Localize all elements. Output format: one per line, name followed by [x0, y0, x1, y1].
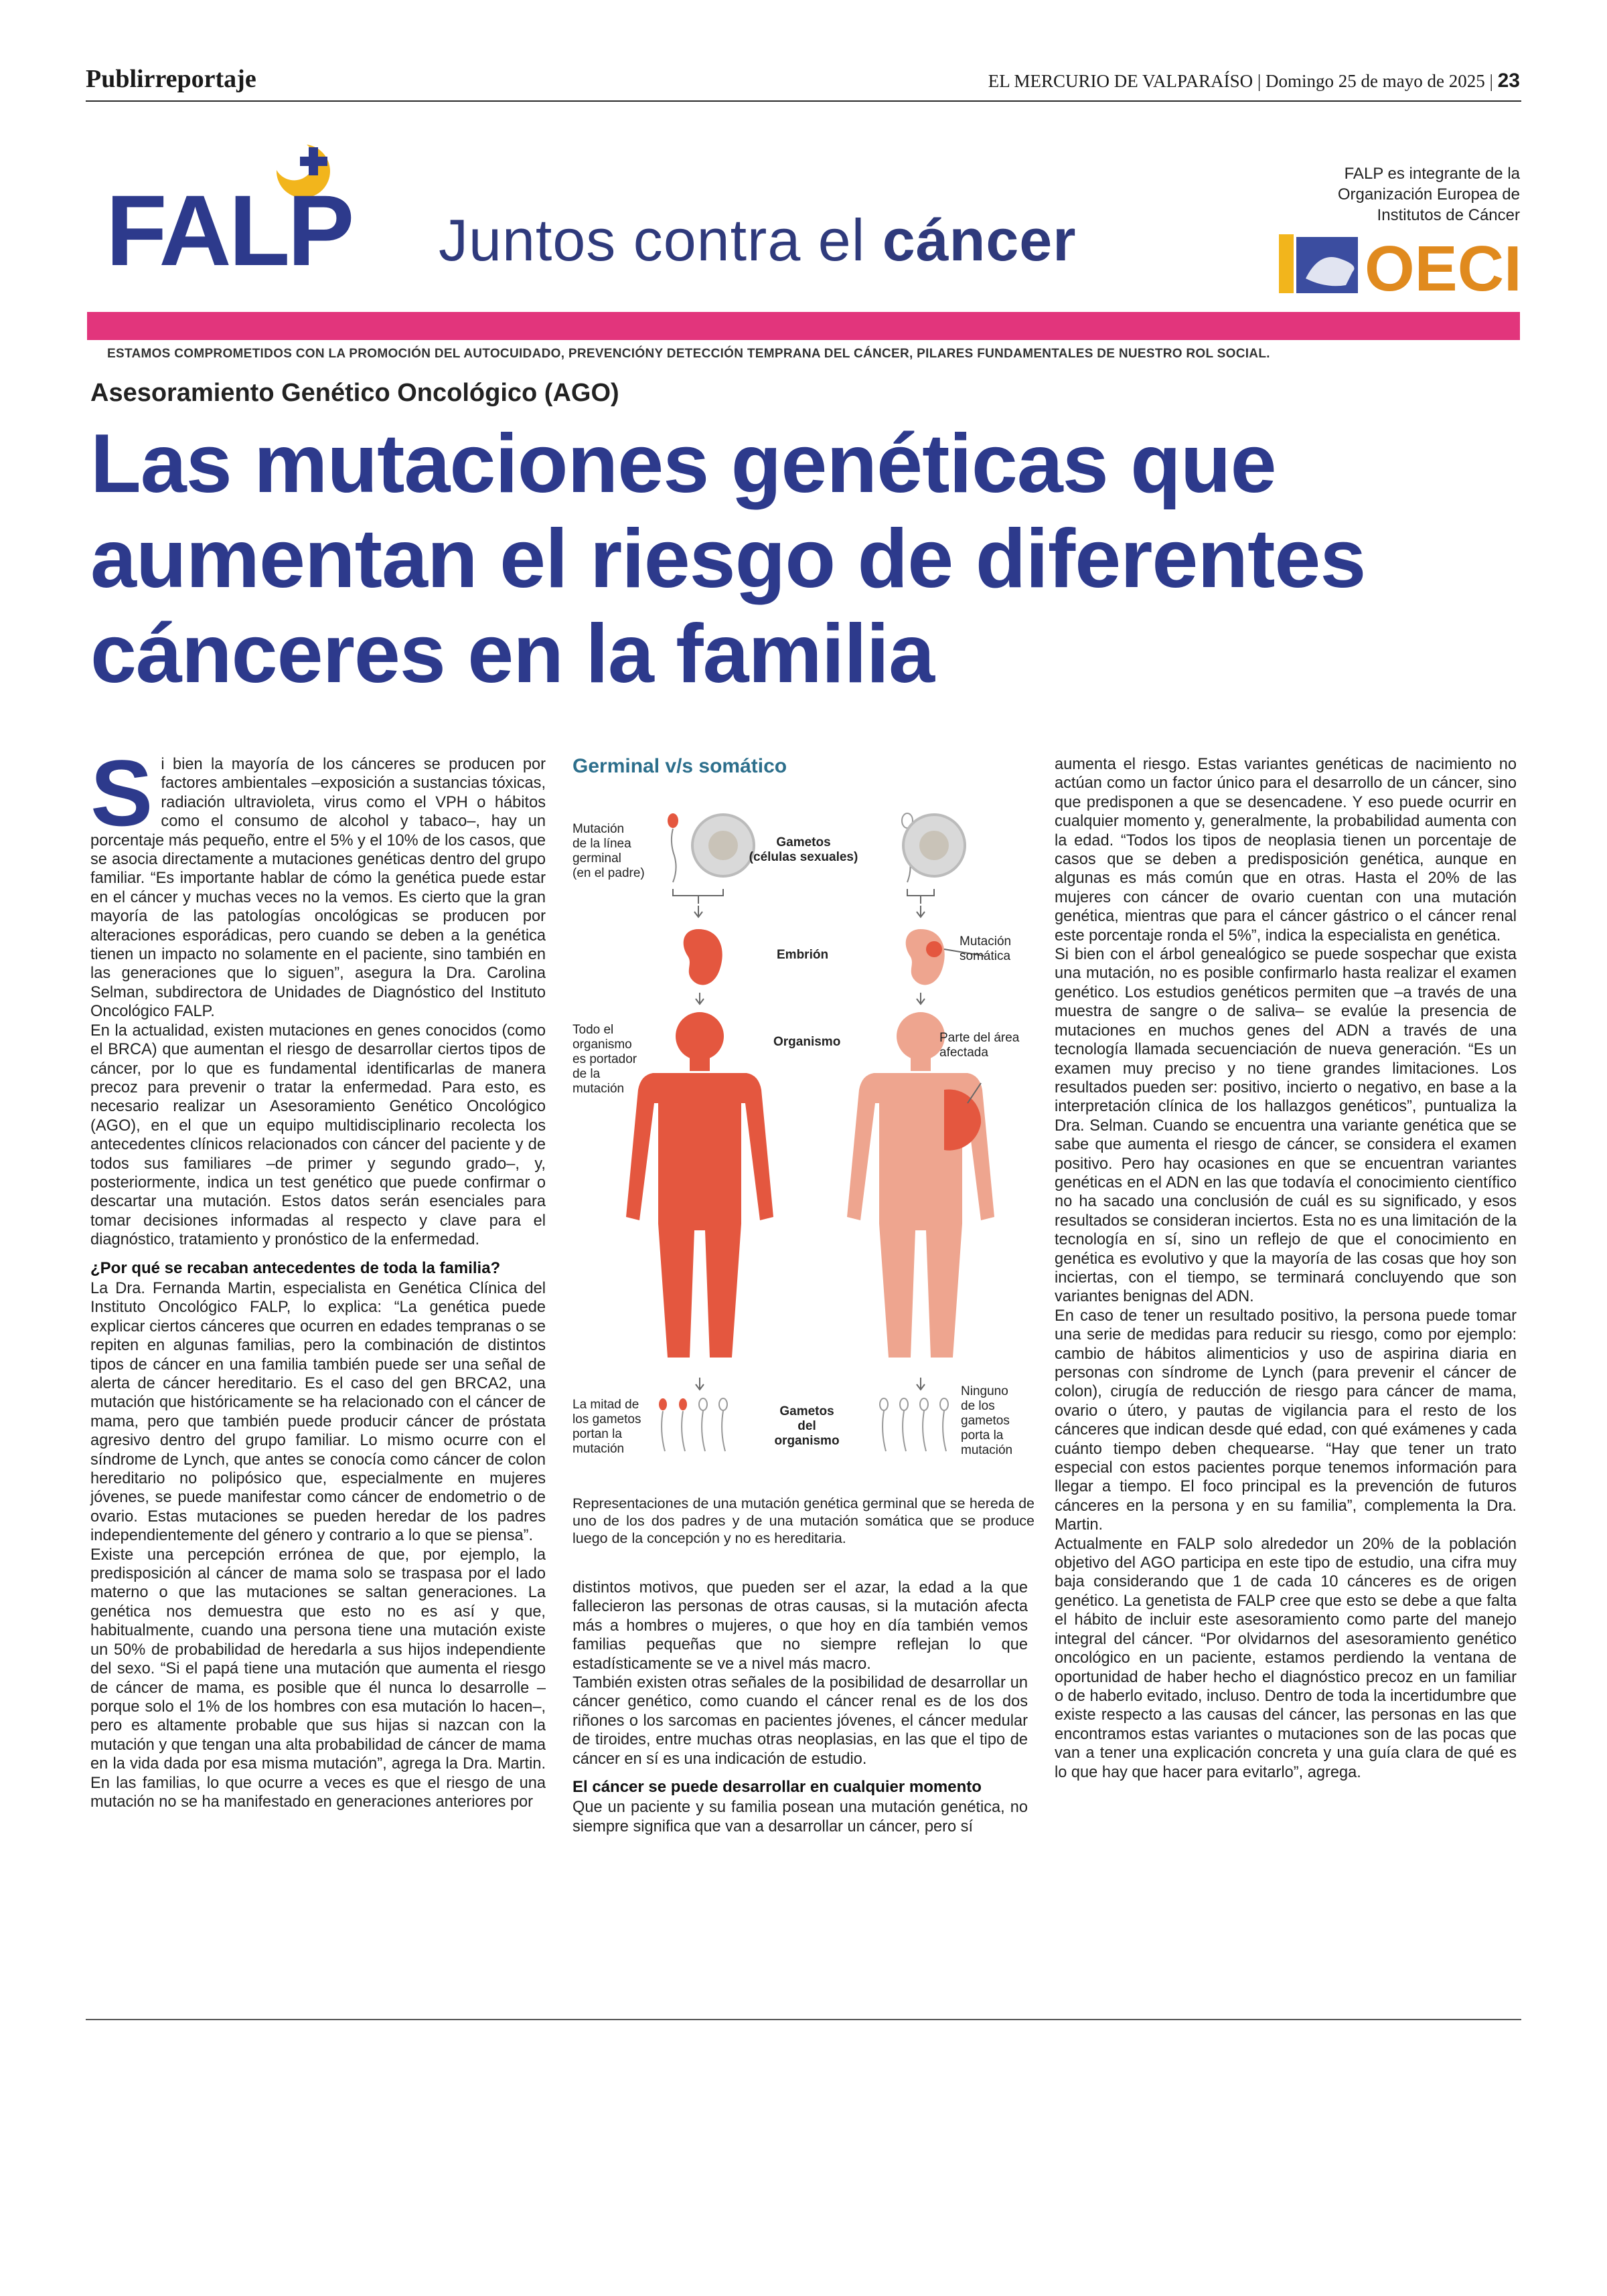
paragraph: distintos motivos, que pueden ser el azar, la edad a la que fallecieron las personas de otras causas, si la mutación afecta más a hombres o mujeres, o que hoy en día también vemos familias pequeñas que no siempre reflejan lo que estadísticamente se ve a nivel más macro.: [572, 1579, 1028, 1673]
oeci-note: FALP es integrante de la Organización Europea de Institutos de Cáncer: [1337, 165, 1520, 224]
paragraph: Actualmente en FALP solo alrededor un 20% de la población objetivo del AGO participa en este tipo de estudio, una cifra muy baja considerando que 1 de cada 10 cánceres es de origen genético. La genetista de FALP cree que esto se debe a que falta el hábito de incluir este asesoramiento como parte del manejo integral del cáncer. “Por olvidarnos del asesoramiento genético oncológico en un paciente, estamos perdiendo la ventana de oportunidad de haber hecho el diagnóstico precoz en un familiar o de haberlo evitado, incluso. Dentro de toda la incertidumbre que existe respecto a las causas del cáncer, las personas en las que encontramos estas variantes o mutaciones son de las pocas que van a tener una explicación concreta y una guía clara de qué es lo que hay que hacer para evitarlo”, agrega.: [1055, 1535, 1517, 1781]
embryo-left-icon: [684, 929, 722, 985]
falp-logo-mark: [106, 138, 414, 285]
page-number: 23: [1497, 70, 1520, 92]
body-carrier-icon: [626, 1012, 773, 1358]
label-organism-gametes: Gametos del organismo: [774, 1404, 840, 1448]
header-rule: [86, 100, 1521, 102]
oeci-logo-text: OECI: [1365, 233, 1520, 299]
infographic-caption: Representaciones de una mutación genética germinal que se hereda de uno de los dos padres y de una mutación somática que se produce luego de la concepción y no es hereditaria.: [572, 1495, 1035, 1546]
publication-line: EL MERCURIO DE VALPARAÍSO | Domingo 25 de mayo de 2025 | 23: [988, 70, 1520, 92]
article-headline: Las mutaciones genéticas que aumentan el riesgo de diferentes cánceres en la familia: [90, 418, 1366, 700]
subheading: ¿Por qué se recaban antecedentes de toda la familia?: [90, 1258, 501, 1277]
label-half-gametes: La mitad de los gametos portan la mutación: [572, 1398, 641, 1456]
body-somatic-icon: [847, 1012, 994, 1358]
oeci-flag-icon: [1279, 234, 1294, 293]
paragraph: En caso de tener un resultado positivo, la persona puede tomar una serie de medidas para reducir su riesgo, como por ejemplo: cambio de hábitos alimenticios y uso de aspirina diaria en personas con síndrome de Lynch (para prevenir el cáncer de colon), cirugía de reducción de riesgo para cáncer de mama, ovario o útero, y pautas de vigilancia para el resto de los cánceres que indican desde qué edad, con qué exámenes y cada cuánto tiempo deben chequearse. “Hay que tener un trato especial con estos pacientes porque tenemos información para llegar a tiempo. El foco principal es la prevención de futuros cánceres en la persona y en su familia”, complementa la Dra. Martin.: [1055, 1307, 1517, 1534]
label-germline: Mutación de la línea germinal (en el padre): [572, 822, 645, 880]
drop-cap: S: [90, 740, 153, 845]
article-column-2: [572, 1578, 1028, 1836]
falp-logo-text: FALP: [106, 174, 352, 285]
germline-sperm-icon: [668, 813, 678, 882]
article-column-1: [90, 740, 546, 1811]
paragraph: Si bien con el árbol genealógico se puede sospechar que exista una mutación, no es posible confirmarlo hasta realizar el examen genético. Los estudios genéticos permiten que –a través de una muestra de sangre o de saliva– se evalúe la presencia de mutaciones en muchos genes del ADN a través de una tecnología llamada secuenciación de nueva generación. “Es un examen muy preciso y no tiene grandes limitaciones. Los resultados pueden ser: positivo, incierto o negativo, en base a la interpretación clínica de los hallazgos genéticos”, puntualiza la Dra. Selman. Cuando se encuentra una variante genética que se sabe que aumenta el riesgo de cáncer, se considera el examen positivo. Pero hay ocasiones en que se encuentran variantes genéticas en el ADN en las que todavía el conocimiento científico no ha sacado una conclusión de cuál es su significado, y esos resultados se consideran inciertos. Esta no es una limitación de la tecnología en sí, sino un reflejo de que el conocimiento en genética es evolutivo y que la mayoría de las cosas que hoy son inciertas, con el tiempo, se terminará concluyendo que son variantes benignas del ADN.: [1055, 946, 1517, 1306]
brand-bar: [87, 312, 1520, 340]
label-organism: Organismo: [773, 1035, 841, 1049]
label-affected-area: Parte del área afectada: [939, 1031, 1020, 1060]
infographic-title: Germinal v/s somático: [572, 755, 787, 777]
label-embryo: Embrión: [777, 948, 829, 962]
paragraph: En la actualidad, existen mutaciones en genes conocidos (como el BRCA) que aumentan el riesgo de desarrollar ciertos tipos de cáncer, por lo que es fundamental identificarlas de manera precoz para prevenir o tratar la enfermedad. Para esto, es necesario realizar un Asesoramiento Genético Oncológico (AGO), en el que un equipo multidisciplinario recolecta los antecedentes clínicos relacionados con cáncer del paciente y de todos sus familiares –de primer y segundo grado–, y, posteriormente, indica un test genético que puede confirmar o descartar una mutación. Estos datos serán esenciales para tomar decisiones informadas al respecto y clave para el diagnóstico, tratamiento y pronóstico de la enfermedad.: [90, 1021, 546, 1249]
publication-name: EL MERCURIO DE VALPARAÍSO: [988, 71, 1253, 91]
egg-cell-right-icon: [902, 813, 965, 882]
paragraph: También existen otras señales de la posibilidad de desarrollar un cáncer genético, como cuando el cáncer renal es de los dos riñones o los sarcomas en pacientes jóvenes, el cáncer medular de tiroides, entre muchas otras neoplasias, en las que el tipo de cáncer en sí es una indicación de estudio.: [572, 1674, 1028, 1768]
falp-logo: [106, 138, 414, 289]
paragraph: Que un paciente y su familia posean una mutación genética, no siempre significa que van a desarrollar un cáncer, pero sí: [572, 1799, 1028, 1835]
article-kicker: Asesoramiento Genético Oncológico (AGO): [90, 379, 619, 407]
infographic: [572, 755, 1035, 1572]
label-no-gametes: Ninguno de los gametos porta la mutación: [961, 1384, 1013, 1457]
label-somatic: Mutación somática: [960, 934, 1012, 963]
mission-statement: ESTAMOS COMPROMETIDOS CON LA PROMOCIÓN DEL AUTOCUIDADO, PREVENCIÓNY DETECCIÓN TEMPRANA DEL CÁNCER, PILARES FUNDAMENTALES DE NUESTRO ROL SOCIAL.: [107, 347, 1270, 361]
label-gametes: Gametos (células sexuales): [749, 835, 858, 864]
section-name: Publirreportaje: [86, 65, 256, 93]
gametes-left-icon: [659, 1398, 727, 1451]
footer-rule: [86, 2019, 1521, 2020]
label-carrier: Todo el organismo es portador de la mutación: [572, 1023, 637, 1096]
paragraph: Existe una percepción errónea de que, por ejemplo, la predisposición al cáncer de mama solo se traspasa por el lado materno o que las mutaciones se saltan generaciones. La genética nos demuestra que esto no es así y que, habitualmente, cuando una persona tiene una mutación existe un 50% de probabilidad de heredarla a sus hijos independiente del sexo. “Si el papá tiene una mutación que aumenta el riesgo de cáncer de mama, es posible que él nunca lo desarrolle –porque solo el 1% de los hombres con esa mutación lo hacen–, pero es altamente probable que sus hijas si nazcan con la mutación y que tengan una alta probabilidad de cáncer de mama en la vida dada por esa misma mutación”, agrega la Dra. Martin. En las familias, lo que ocurre a veces es que el riesgo de una mutación no se ha manifestado en generaciones anteriores por: [90, 1546, 546, 1811]
publication-date: Domingo 25 de mayo de 2025: [1266, 71, 1485, 91]
paragraph: aumenta el riesgo. Estas variantes genéticas de nacimiento no actúan como un factor único para el desarrollo de un cáncer, sino que predisponen a que se desencadene. Y eso puede ocurrir en cualquier momento y, generalmente, la probabilidad aumenta con la edad. “Todos los tipos de neoplasia tienen un porcentaje de casos que se deben a predisposición genética, aunque en algunas es más común que en otras. Hasta el 20% de las mujeres con cáncer de ovario cuentan con una mutación genética, mientras que para el cáncer gástrico o el cáncer renal este porcentaje ronda el 5%”, indica la especialista en genética.: [1055, 756, 1517, 945]
paragraph: La Dra. Fernanda Martin, especialista en Genética Clínica del Instituto Oncológico FALP, lo explica: “La genética puede explicar ciertos cánceres que ocurren en edades tempranas o se repiten en algunas familias, pero la combinación de distintos tipos de cáncer en una familia también puede ser una señal de alerta de cáncer hereditario. Es el caso del gen BRCA2, una mutación que históricamente se ha relacionado con el cáncer de mama, pero que también puede producir cáncer de próstata agresivo dentro del grupo familiar. Lo mismo ocurre con el síndrome de Lynch, que antes se conocía como cáncer de colon hereditario no polipósico que, especialmente en mujeres jóvenes, se puede manifestar como cáncer de endometrio o de ovario. Estas mutaciones se pueden heredar de los padres independientemente del género y contrario a lo que se piensa”.: [90, 1279, 546, 1545]
tagline: Juntos contra el cáncer: [439, 207, 1077, 273]
paragraph: Si bien la mayoría de los cánceres se producen por factores ambientales –exposición a sustancias tóxicas, radiación ultravioleta, virus como el VPH o hábitos como el consumo de alcohol y tabaco–, hay un porcentaje más pequeño, entre el 5% y el 10% de los casos, que se asocia directamente a mutaciones genéticas dentro del grupo familiar. “Es importante hablar de cómo la genética puede estar en el cáncer y muchas veces no la vemos. Es cierto que la gran mayoría de las patologías oncológicas se producen por alteraciones esporádicas, pero cuando se deben a la genética tienen un impacto no solamente en el paciente, sino también en las generaciones que lo siguen”, asegura la Dra. Carolina Selman, subdirectora de Unidades de Diagnóstico del Instituto Oncológico FALP.: [90, 740, 546, 1021]
subheading: El cáncer se puede desarrollar en cualquier momento: [572, 1778, 982, 1797]
article-column-3: [1055, 755, 1517, 1782]
gametes-right-icon: [880, 1398, 948, 1451]
oeci-logo: [1279, 232, 1520, 302]
